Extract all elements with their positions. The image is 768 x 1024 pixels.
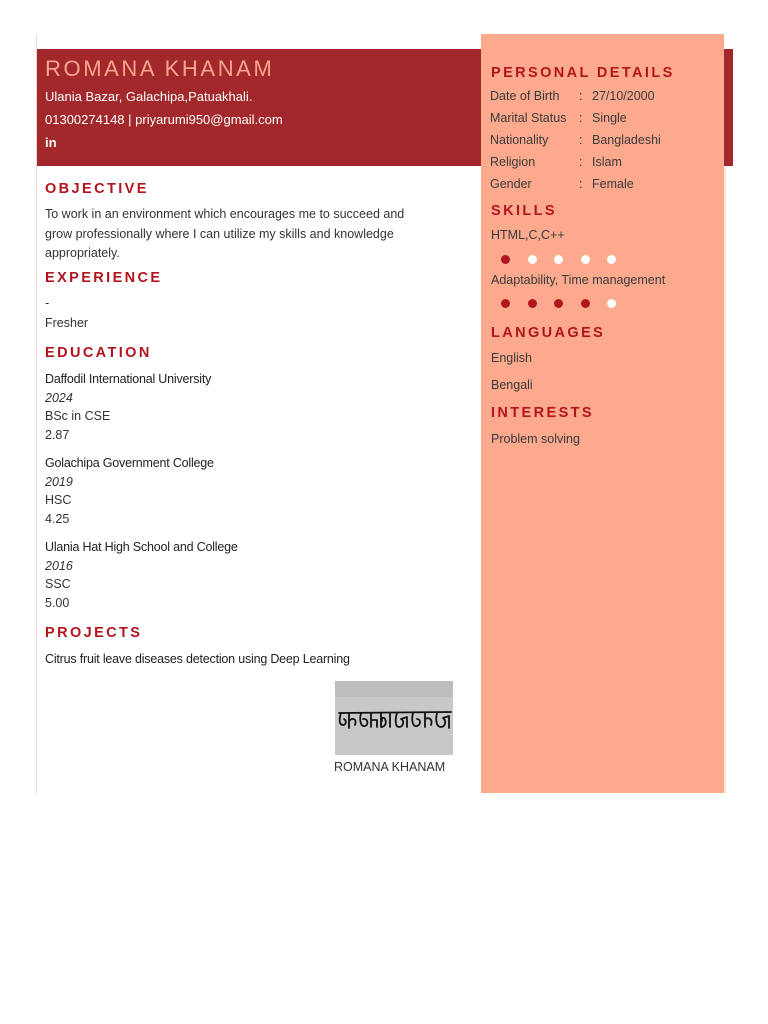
education-degree: SSC bbox=[45, 577, 71, 591]
detail-value: Single bbox=[592, 111, 627, 125]
linkedin-icon[interactable]: in bbox=[45, 135, 57, 150]
education-year: 2019 bbox=[45, 475, 73, 489]
education-institution: Daffodil International University bbox=[45, 372, 212, 386]
detail-label: Religion bbox=[490, 155, 536, 169]
education-degree: BSc in CSE bbox=[45, 409, 111, 423]
education-result: 5.00 bbox=[45, 596, 70, 610]
skill-dot-filled bbox=[554, 299, 563, 308]
interest-item: Problem solving bbox=[491, 432, 580, 446]
detail-separator: : bbox=[579, 111, 583, 125]
signature-image bbox=[335, 681, 453, 755]
skill-name: HTML,C,C++ bbox=[491, 228, 565, 242]
detail-value: Bangladeshi bbox=[592, 133, 661, 147]
skill-dot-filled bbox=[528, 299, 537, 308]
education-year: 2016 bbox=[45, 559, 73, 573]
detail-label: Date of Birth bbox=[490, 89, 560, 103]
education-institution: Golachipa Government College bbox=[45, 456, 214, 470]
skill-rating bbox=[501, 299, 634, 309]
detail-separator: : bbox=[579, 89, 583, 103]
project-item: Citrus fruit leave diseases detection using Deep Learning bbox=[45, 652, 350, 666]
sidebar-edge bbox=[724, 166, 726, 793]
skill-dot-empty bbox=[528, 255, 537, 264]
detail-separator: : bbox=[579, 177, 583, 191]
experience-value: Fresher bbox=[45, 316, 89, 330]
experience-heading: EXPERIENCE bbox=[45, 270, 163, 286]
address: Ulania Bazar, Galachipa,Patuakhali. bbox=[45, 89, 253, 104]
language-item: English bbox=[491, 351, 532, 365]
objective-line-1: To work in an environment which encourages me to succeed and bbox=[45, 207, 405, 221]
education-degree: HSC bbox=[45, 493, 72, 507]
experience-dash: - bbox=[45, 296, 50, 310]
skill-dot-empty bbox=[607, 299, 616, 308]
languages-heading: LANGUAGES bbox=[491, 325, 606, 341]
skill-dot-empty bbox=[581, 255, 590, 264]
detail-value: 27/10/2000 bbox=[592, 89, 655, 103]
skill-rating bbox=[501, 255, 634, 265]
objective-line-2: grow professionally where I can utilize my skills and knowledge bbox=[45, 227, 394, 241]
skill-dot-filled bbox=[581, 299, 590, 308]
skills-heading: SKILLS bbox=[491, 203, 557, 219]
skill-dot-filled bbox=[501, 255, 510, 264]
objective-heading: OBJECTIVE bbox=[45, 181, 149, 197]
objective-line-3: appropriately. bbox=[45, 246, 120, 260]
projects-heading: PROJECTS bbox=[45, 625, 143, 641]
personal-details-heading: PERSONAL DETAILS bbox=[491, 65, 675, 81]
skill-name: Adaptability, Time management bbox=[491, 273, 666, 287]
candidate-name: ROMANA KHANAM bbox=[45, 56, 275, 81]
detail-value: Female bbox=[592, 177, 634, 191]
detail-label: Gender bbox=[490, 177, 532, 191]
education-result: 2.87 bbox=[45, 428, 70, 442]
education-year: 2024 bbox=[45, 391, 73, 405]
detail-label: Marital Status bbox=[490, 111, 567, 125]
education-result: 4.25 bbox=[45, 512, 70, 526]
detail-label: Nationality bbox=[490, 133, 549, 147]
detail-separator: : bbox=[579, 155, 583, 169]
contact-info[interactable]: 01300274148 | priyarumi950@gmail.com bbox=[45, 112, 283, 127]
detail-value: Islam bbox=[592, 155, 622, 169]
education-heading: EDUCATION bbox=[45, 345, 152, 361]
language-item: Bengali bbox=[491, 378, 533, 392]
interests-heading: INTERESTS bbox=[491, 405, 594, 421]
skill-dot-empty bbox=[607, 255, 616, 264]
detail-separator: : bbox=[579, 133, 583, 147]
skill-dot-empty bbox=[554, 255, 563, 264]
signature-name: ROMANA KHANAM bbox=[334, 760, 446, 774]
education-institution: Ulania Hat High School and College bbox=[45, 540, 238, 554]
skill-dot-filled bbox=[501, 299, 510, 308]
